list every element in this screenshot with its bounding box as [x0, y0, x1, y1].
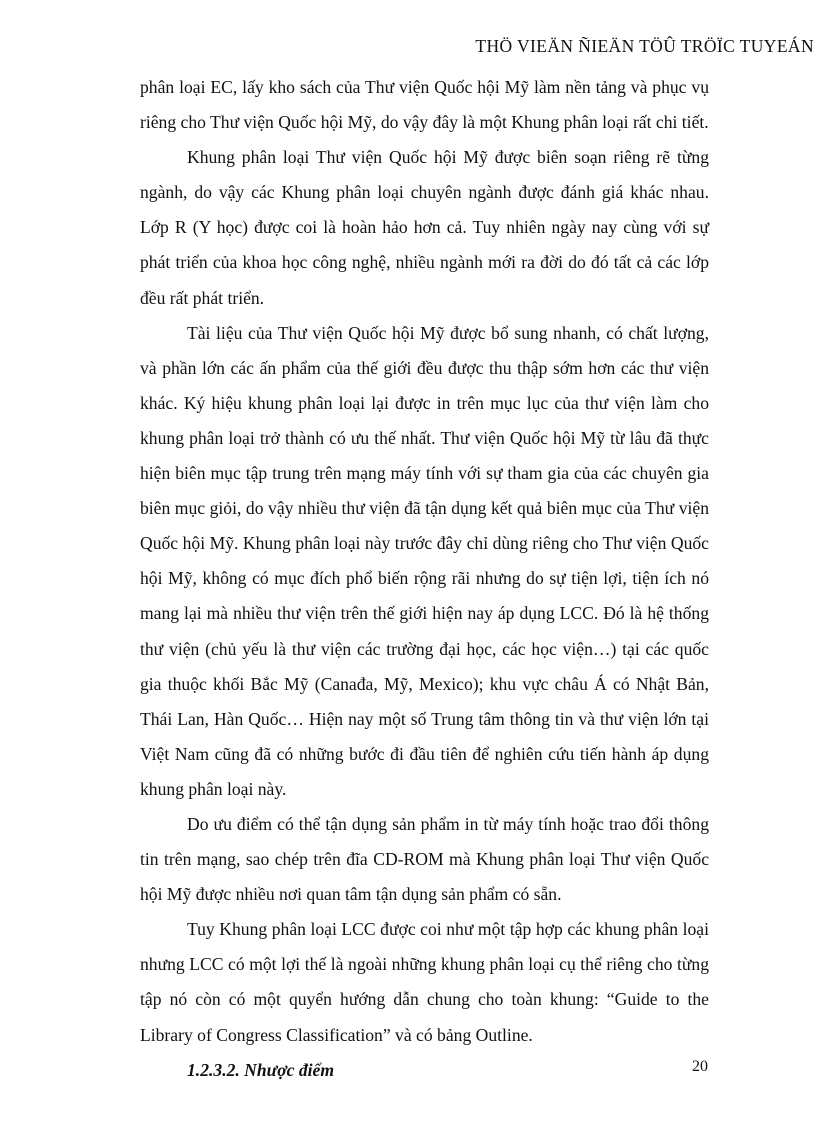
page-number: 20 [692, 1058, 708, 1075]
paragraph-adoption: Tài liệu của Thư viện Quốc hội Mỹ được bổ sung nhanh, có chất lượng, và phần lớn các ấn phẩm của thế giới đều được thu thập sớm hơn các thư viện khác. Ký hiệu khung phân loại lại được in trên mục lục của thư viện làm cho khung phân loại trở thành có ưu thế nhất. Thư viện Quốc hội Mỹ từ lâu đã thực hiện biên mục tập trung trên mạng máy tính với sự tham gia của các chuyên gia biên mục giỏi, do vậy nhiều thư viện đã tận dụng kết quả biên mục của Thư viện Quốc hội Mỹ. Khung phân loại này trước đây chỉ dùng riêng cho Thư viện Quốc hội Mỹ, không có mục đích phổ biến rộng rãi nhưng do sự tiện lợi, tiện ích nó mang lại mà nhiều thư viện trên thế giới hiện nay áp dụng LCC. Đó là hệ thống thư viện (chủ yếu là thư viện các trường đại học, các học viện…) tại các quốc gia thuộc khối Bắc Mỹ (Canađa, Mỹ, Mexico); khu vực châu Á có Nhật Bản, Thái Lan, Hàn Quốc… Hiện nay một số Trung tâm thông tin và thư viện lớn tại Việt Nam cũng đã có những bước đi đầu tiên để nghiên cứu tiến hành áp dụng khung phân loại này. [140, 322, 709, 799]
paragraph-advantages: Do ưu điểm có thể tận dụng sản phẩm in từ máy tính hoặc trao đổi thông tin trên mạng, sao chép trên đĩa CD-ROM mà Khung phân loại Thư viện Quốc hội Mỹ được nhiều nơi quan tâm tận dụng sản phẩm có sẵn. [140, 813, 709, 905]
section-heading: 1.2.3.2. Nhược điểm [187, 1059, 335, 1080]
paragraph-guide: Tuy Khung phân loại LCC được coi như một tập hợp các khung phân loại nhưng LCC có một lợi thế là ngoài những khung phân loại cụ thể riêng cho từng tập nó còn có một quyển hướng dẫn chung cho toàn khung: “Guide to the Library of Congress Classification” và có bảng Outline. [140, 919, 709, 1045]
paragraph-continued: phân loại EC, lấy kho sách của Thư viện Quốc hội Mỹ làm nền tảng và phục vụ riêng cho Thư viện Quốc hội Mỹ, do vậy đây là một Khung phân loại rất chi tiết. [140, 77, 709, 133]
paragraph-branches: Khung phân loại Thư viện Quốc hội Mỹ được biên soạn riêng rẽ từng ngành, do vậy các Khung phân loại chuyên ngành được đánh giá khác nhau. Lớp R (Y học) được coi là hoàn hảo hơn cả. Tuy nhiên ngày nay cùng với sự phát triển của khoa học công nghệ, nhiều ngành mới ra đời do đó tất cả các lớp đều rất phát triển. [140, 147, 709, 308]
page-body [140, 70, 709, 1088]
running-header: THÖ VIEÄN ÑIEÄN TÖÛ TRÖÏC TUYEÁN [475, 36, 814, 56]
